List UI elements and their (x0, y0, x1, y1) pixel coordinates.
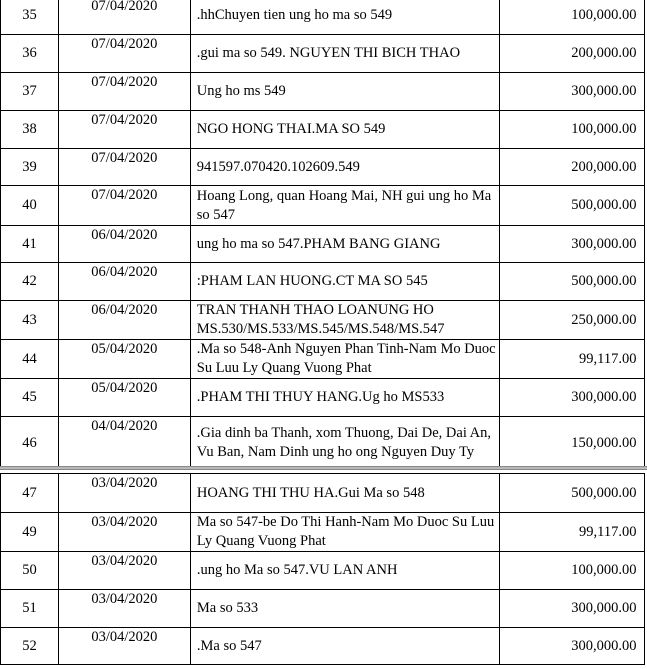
row-number: 40 (1, 186, 59, 226)
row-number: 52 (1, 628, 59, 665)
row-amount: 300,000.00 (499, 628, 645, 665)
row-number: 46 (1, 417, 59, 470)
table-row (1, 474, 647, 513)
row-date: 03/04/2020 (58, 474, 190, 513)
row-date: 07/04/2020 (58, 35, 190, 73)
table-row (1, 552, 647, 590)
row-number: 45 (1, 379, 59, 417)
table-row (1, 73, 647, 111)
table-row (1, 628, 647, 665)
row-date: 04/04/2020 (58, 417, 190, 470)
row-date: 07/04/2020 (58, 0, 190, 35)
table-row (1, 513, 647, 552)
row-number: 51 (1, 590, 59, 628)
row-description: 941597.070420.102609.549 (190, 149, 499, 186)
row-amount: 300,000.00 (499, 590, 645, 628)
row-amount: 200,000.00 (499, 149, 645, 186)
row-amount: 150,000.00 (499, 417, 645, 470)
row-date: 07/04/2020 (58, 111, 190, 149)
row-amount: 100,000.00 (499, 552, 645, 590)
row-number: 43 (1, 301, 59, 340)
row-amount: 99,117.00 (499, 340, 645, 379)
row-amount: 500,000.00 (499, 474, 645, 513)
row-amount: 250,000.00 (499, 301, 645, 340)
row-date: 07/04/2020 (58, 149, 190, 186)
row-description: .Gia dinh ba Thanh, xom Thuong, Dai De, Dai An, Vu Ban, Nam Dinh ung ho ong Nguyen Duy Ty (190, 417, 499, 470)
row-amount: 500,000.00 (499, 186, 645, 226)
table-row (1, 590, 647, 628)
row-number: 37 (1, 73, 59, 111)
row-number: 36 (1, 35, 59, 73)
row-description: .hhChuyen tien ung ho ma so 549 (190, 0, 499, 35)
row-amount: 300,000.00 (499, 226, 645, 263)
row-number: 47 (1, 474, 59, 513)
row-description: TRAN THANH THAO LOANUNG HO MS.530/MS.533/MS.545/MS.548/MS.547 (190, 301, 499, 340)
row-date: 06/04/2020 (58, 226, 190, 263)
row-amount: 100,000.00 (499, 111, 645, 149)
row-description: HOANG THI THU HA.Gui Ma so 548 (190, 474, 499, 513)
row-number: 39 (1, 149, 59, 186)
row-description: .PHAM THI THUY HANG.Ug ho MS533 (190, 379, 499, 417)
row-date: 03/04/2020 (58, 628, 190, 665)
table-row (1, 301, 647, 340)
row-amount: 300,000.00 (499, 379, 645, 417)
table-row (1, 35, 647, 73)
row-description: NGO HONG THAI.MA SO 549 (190, 111, 499, 149)
row-amount: 100,000.00 (499, 0, 645, 35)
row-number: 44 (1, 340, 59, 379)
donation-table-bottom (0, 473, 647, 665)
row-description: .gui ma so 549. NGUYEN THI BICH THAO (190, 35, 499, 73)
row-description: .Ma so 547 (190, 628, 499, 665)
row-description: Ma so 547-be Do Thi Hanh-Nam Mo Duoc Su Luu Ly Quang Vuong Phat (190, 513, 499, 552)
row-description: :PHAM LAN HUONG.CT MA SO 545 (190, 263, 499, 301)
table-row (1, 149, 647, 186)
row-date: 06/04/2020 (58, 263, 190, 301)
row-description: .Ma so 548-Anh Nguyen Phan Tinh-Nam Mo Duoc Su Luu Ly Quang Vuong Phat (190, 340, 499, 379)
row-date: 07/04/2020 (58, 73, 190, 111)
row-date: 03/04/2020 (58, 552, 190, 590)
table-row (1, 379, 647, 417)
row-number: 42 (1, 263, 59, 301)
table-row (1, 226, 647, 263)
row-amount: 300,000.00 (499, 73, 645, 111)
table-row (1, 417, 647, 470)
row-description: .ung ho Ma so 547.VU LAN ANH (190, 552, 499, 590)
row-number: 49 (1, 513, 59, 552)
table-row (1, 263, 647, 301)
row-description: Ung ho ms 549 (190, 73, 499, 111)
row-description: Ma so 533 (190, 590, 499, 628)
page-break-divider (0, 466, 647, 470)
row-description: ung ho ma so 547.PHAM BANG GIANG (190, 226, 499, 263)
table-row (1, 186, 647, 226)
row-number: 38 (1, 111, 59, 149)
table-row (1, 340, 647, 379)
row-date: 05/04/2020 (58, 340, 190, 379)
row-date: 03/04/2020 (58, 513, 190, 552)
row-date: 07/04/2020 (58, 186, 190, 226)
row-amount: 200,000.00 (499, 35, 645, 73)
row-description: Hoang Long, quan Hoang Mai, NH gui ung ho Ma so 547 (190, 186, 499, 226)
table-row (1, 0, 647, 35)
row-number: 50 (1, 552, 59, 590)
row-date: 06/04/2020 (58, 301, 190, 340)
row-date: 03/04/2020 (58, 590, 190, 628)
table-row (1, 111, 647, 149)
row-date: 05/04/2020 (58, 379, 190, 417)
row-number: 41 (1, 226, 59, 263)
row-number: 35 (1, 0, 59, 35)
row-amount: 99,117.00 (499, 513, 645, 552)
row-amount: 500,000.00 (499, 263, 645, 301)
